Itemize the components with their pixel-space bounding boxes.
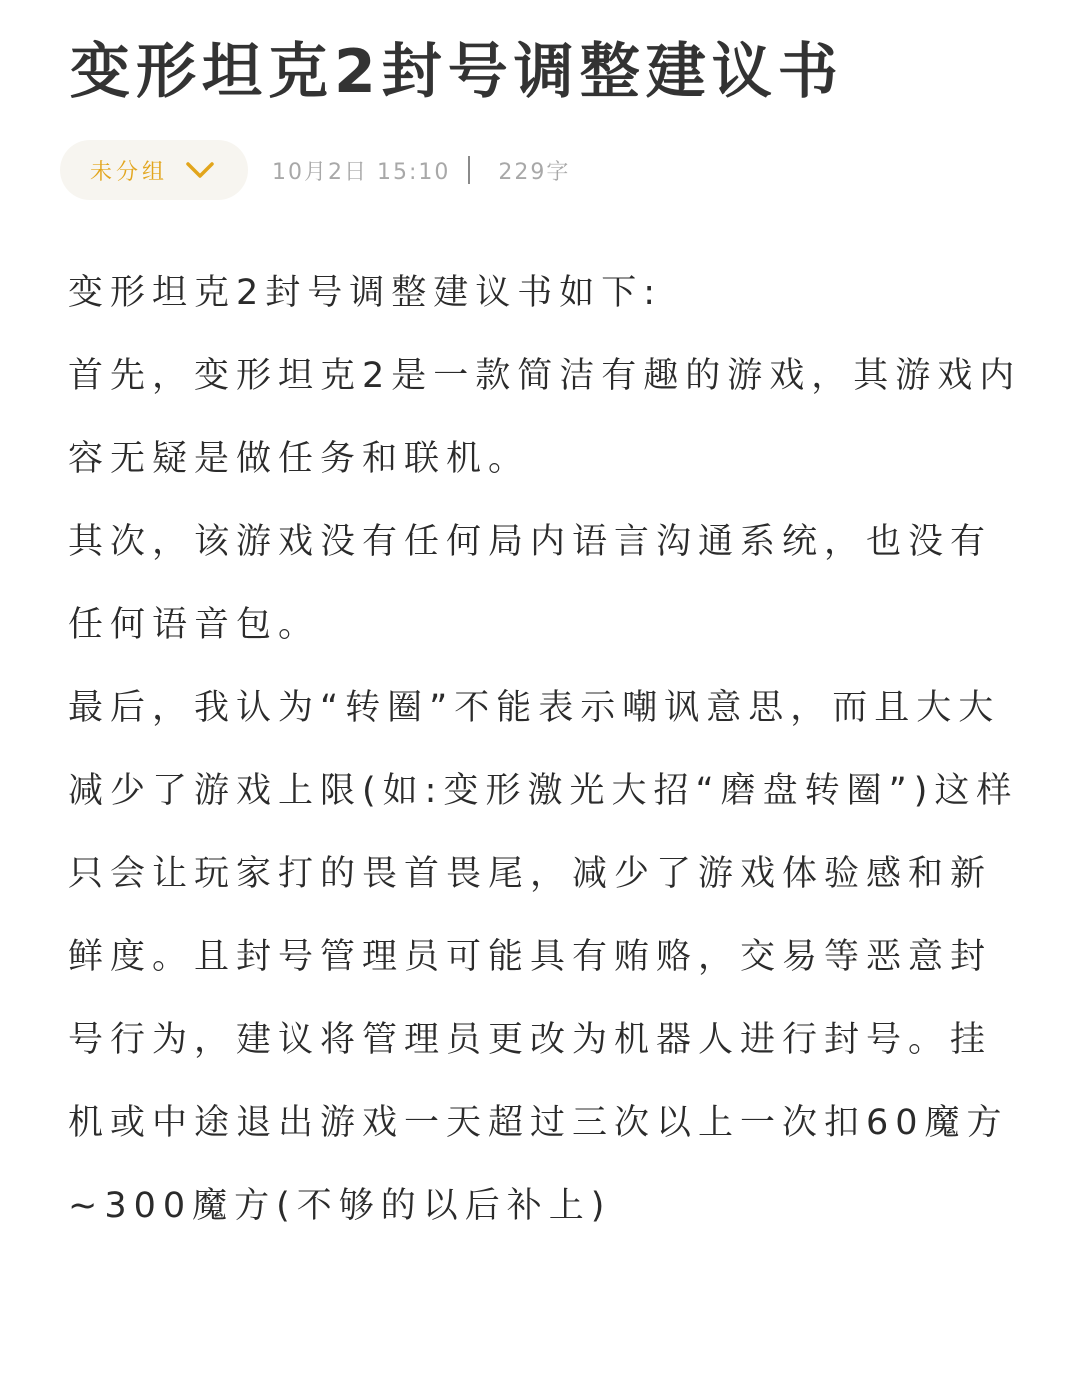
note-paragraph: 最后，我认为“转圈”不能表示嘲讽意思，而且大大减少了游戏上限(如:变形激光大招“磨盘转圈”)这样只会让玩家打的畏首畏尾，减少了游戏体验感和新鲜度。且封号管理员可能具有贿赂，交易等恶意封号行为，建议将管理员更改为机器人进行封号。挂机或中途退出游戏一天超过三次以上一次扣60魔方~300魔方(不够的以后补上) <box>68 688 1019 1226</box>
note-date: 10月2日 15:10 <box>272 159 451 185</box>
note-paragraph: 变形坦克2封号调整建议书如下: <box>68 273 663 313</box>
meta-divider <box>468 156 470 184</box>
group-selector-label: 未分组 <box>90 159 169 185</box>
note-paragraph: 首先，变形坦克2是一款简洁有趣的游戏，其游戏内容无疑是做任务和联机。 <box>68 356 1022 479</box>
word-count: 229字 <box>498 159 571 185</box>
note-meta-row <box>60 140 570 200</box>
chevron-down-icon <box>184 160 216 180</box>
note-paragraph: 其次，该游戏没有任何局内语言沟通系统，也没有任何语音包。 <box>68 522 993 645</box>
note-title[interactable]: 变形坦克2封号调整建议书 <box>70 37 844 107</box>
note-body[interactable] <box>68 252 1028 1248</box>
group-selector-button[interactable] <box>60 140 248 200</box>
